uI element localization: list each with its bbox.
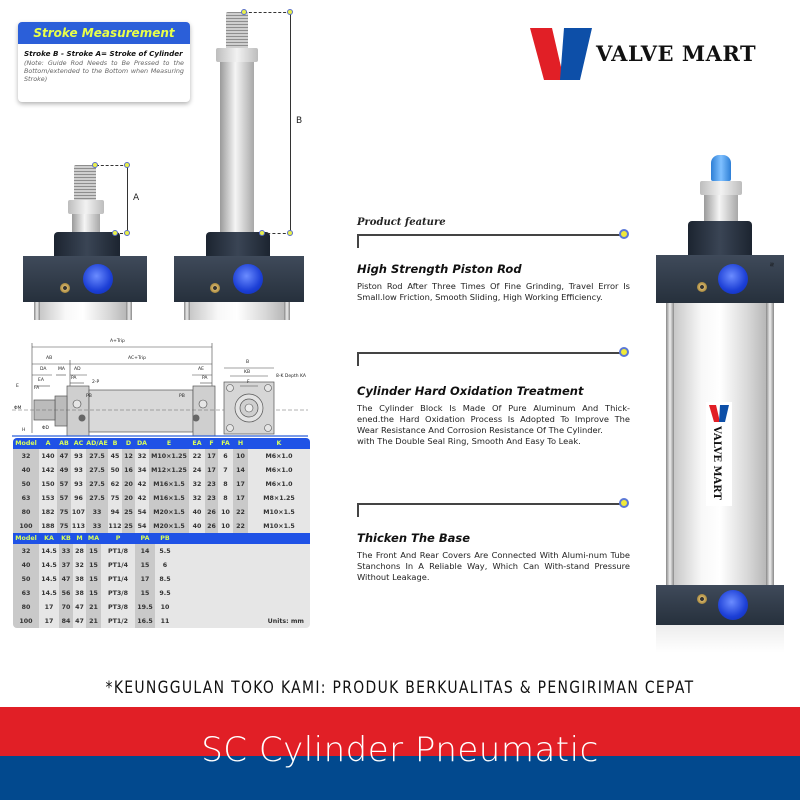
column-header: Model: [13, 438, 39, 449]
dimension-line: [290, 12, 291, 233]
table-cell-empty: [175, 544, 310, 558]
store-tagline: *KEUNGGULAN TOKO KAMI: PRODUK BERKUALITAS & PENGIRIMAN CEPAT: [105, 678, 695, 698]
stanchion: [284, 302, 290, 320]
table-row: [13, 600, 310, 614]
dimension-point: [259, 230, 265, 236]
rod: [704, 195, 738, 221]
drawing-label-f: F: [247, 380, 250, 385]
table-cell: 42: [137, 494, 147, 502]
table-cell: 40: [13, 463, 39, 477]
feature-body-hard-oxidation: [357, 403, 630, 447]
table-cell: 84: [59, 614, 73, 628]
rod: [220, 62, 254, 232]
column-header: AB: [57, 438, 71, 449]
feature-node-icon: [619, 229, 629, 239]
technical-drawing-svg: [12, 338, 308, 438]
table-cell-empty: [175, 600, 310, 614]
drawing-label-a-trip: A+Trip: [110, 339, 125, 344]
table-row: [13, 449, 310, 463]
table-cell: 113: [71, 522, 86, 530]
table-cell: 6: [162, 561, 168, 569]
stanchion: [666, 303, 674, 585]
feature-node-icon: [619, 347, 629, 357]
product-reflection: [656, 625, 784, 653]
column-header: PA: [135, 533, 155, 544]
table-cell: 14: [135, 544, 155, 558]
table-cell: 32: [13, 449, 39, 463]
table-cell: 54: [137, 522, 147, 530]
dimension-line: [244, 12, 291, 13]
table-cell: 27.5: [86, 477, 108, 491]
cylinder-tube: [40, 302, 126, 320]
dimension-point: [124, 162, 130, 168]
table-cell: 27.5: [86, 449, 108, 463]
table-cell: M8×1.25: [263, 494, 295, 502]
drawing-label-k-depth: 8-K Depth KA: [276, 374, 306, 379]
product-label-text: VALVE MART: [711, 426, 722, 500]
table-row: [13, 491, 310, 505]
dimension-line: [127, 165, 128, 233]
table-cell: 8: [223, 494, 228, 502]
table-cell: 15: [86, 572, 101, 586]
table-cell: 32: [137, 452, 147, 460]
table-row: [13, 463, 310, 477]
rod: [72, 214, 100, 232]
feature-title-thicken-base: Thicken The Base: [357, 531, 471, 545]
table-cell: 188: [41, 522, 55, 530]
cylinder-cap: [54, 232, 120, 256]
drawing-label-phi-m: ΦM: [14, 406, 22, 411]
table-cell: 14.5: [41, 589, 57, 597]
table-cell: 150: [41, 480, 55, 488]
table-cell: 80: [13, 600, 39, 614]
table-cell: 57: [57, 491, 71, 505]
drawing-label-phi-d: ΦD: [42, 426, 50, 431]
drawing-label-ma: MA: [58, 367, 65, 372]
table-cell: 15: [135, 586, 155, 600]
table-header-row: [13, 438, 310, 449]
feature-body-text: The Cylinder Block Is Made Of Pure Aluminum And Thick-ened.the Hard Oxidation Process Is Adopted To Improve The Wear Resistance And Corrosion Resistance Of The Cylinder.: [357, 403, 630, 435]
drawing-label-h: H: [22, 428, 26, 433]
table-cell: 47: [75, 617, 84, 625]
drawing-label-2p: 2-P: [92, 380, 100, 385]
table-cell: 32: [192, 494, 202, 502]
product-label-sticker: [706, 402, 732, 506]
table-row: [13, 614, 310, 628]
table-cell: 38: [75, 575, 84, 583]
table-cell: 15: [86, 558, 101, 572]
table-cell: 22: [233, 505, 248, 519]
spec-table: [13, 438, 310, 628]
table-cell: M10×1.25: [149, 449, 189, 463]
drawing-label-b: B: [246, 360, 250, 365]
drawing-label-e: E: [16, 384, 19, 389]
table-cell: 47: [57, 449, 71, 463]
table-cell: 26: [205, 505, 218, 519]
table-cell: PT1/8: [108, 547, 128, 555]
table-cell: 100: [13, 519, 39, 533]
drawing-label-pb-left: PB: [86, 394, 92, 399]
table-cell: M20×1.5: [149, 519, 189, 533]
table-cell: 32: [13, 544, 39, 558]
table-cell-empty: [175, 558, 310, 572]
dimension-point: [92, 162, 98, 168]
table-cell: 22: [192, 452, 202, 460]
rod-cap-icon: [711, 155, 731, 181]
table-cell: M16×1.5: [149, 477, 189, 491]
drawing-label-kb: KB: [244, 370, 251, 375]
dimension-point: [112, 230, 118, 236]
table-cell: 10: [221, 522, 230, 530]
table-cell: PT3/8: [108, 589, 128, 597]
stroke-note: (Note: Guide Rod Needs to Be Pressed to the Bottom/extended to the Bottom when Measuring Stroke): [24, 59, 184, 83]
table-cell: 42: [137, 480, 147, 488]
table-cell: 32: [192, 480, 202, 488]
table-cell: M10×1.5: [263, 522, 295, 530]
column-header: KB: [59, 533, 73, 544]
screw-icon: [60, 283, 70, 293]
table-row: [13, 586, 310, 600]
table-cell: 50: [13, 572, 39, 586]
table-cell: PT1/4: [108, 561, 128, 569]
table-row: [13, 572, 310, 586]
column-header: H: [233, 438, 248, 449]
dimension-label-a: A: [133, 193, 140, 203]
table-cell: 21: [86, 614, 101, 628]
table-cell: 75: [57, 519, 71, 533]
valve-mart-v-logo-icon: [530, 28, 594, 80]
table-cell: 14.5: [41, 547, 57, 555]
spec-table-ports: [13, 533, 310, 628]
table-cell: 63: [13, 491, 39, 505]
valve-mart-v-logo-icon: [706, 402, 732, 424]
dimension-label-b: B: [296, 116, 303, 126]
table-cell: 8.5: [159, 575, 171, 583]
rod-thread: [226, 12, 248, 50]
table-cell: PT1/2: [108, 617, 128, 625]
table-cell: 34: [137, 466, 147, 474]
feature-body-thicken-base: The Front And Rear Covers Are Connected With Alumi-num Tube Stanchons In A Reliable Way, Which Can With-stand Pressure Without Leakage.: [357, 550, 630, 582]
air-port-icon: [233, 264, 263, 294]
table-cell: M6×1.0: [265, 480, 293, 488]
table-cell: PT1/4: [108, 575, 128, 583]
column-header: A: [39, 438, 57, 449]
column-header: PB: [155, 533, 175, 544]
table-cell: 16: [122, 463, 135, 477]
table-cell: 54: [137, 508, 147, 516]
drawing-label-pa-left: PA: [71, 376, 77, 381]
table-cell: 33: [86, 519, 108, 533]
table-cell-empty: [175, 572, 310, 586]
table-cell: 9.5: [159, 589, 171, 597]
product-feature-label: Product feature: [357, 217, 446, 228]
column-header-spacer: [175, 533, 310, 544]
column-header: D: [122, 438, 135, 449]
table-cell: 33: [86, 505, 108, 519]
table-cell: 8: [223, 480, 228, 488]
drawing-label-ab: AB: [46, 356, 53, 361]
screw-icon: [697, 594, 707, 604]
rod-nut: [700, 181, 742, 195]
table-row: [13, 544, 310, 558]
table-cell: 10: [160, 603, 170, 611]
table-cell: 37: [59, 558, 73, 572]
table-cell: 56: [59, 586, 73, 600]
table-cell: 17: [205, 449, 218, 463]
banner-title: SC Cylinder Pneumatic: [201, 730, 599, 770]
feature-connector-line: [357, 234, 623, 248]
table-cell: 38: [75, 589, 84, 597]
table-cell: 27.5: [86, 491, 108, 505]
table-cell: 62: [110, 480, 120, 488]
brand-name: VALVE MART: [596, 41, 757, 66]
table-cell: 17: [233, 477, 248, 491]
table-cell: 75: [57, 505, 71, 519]
screw-icon: [697, 282, 707, 292]
screw-icon: [210, 283, 220, 293]
cylinder-cap: [688, 221, 752, 255]
table-cell: 93: [74, 480, 83, 488]
table-cell: 40: [192, 522, 202, 530]
table-row: [13, 505, 310, 519]
table-cell: 25: [122, 519, 135, 533]
feature-body-piston-rod: Piston Rod After Three Times Of Fine Grinding, Travel Error Is Small.low Friction, Smooth Sliding, High Working Efficiency.: [357, 281, 630, 302]
table-cell: M10×1.5: [263, 508, 295, 516]
column-header: EA: [189, 438, 205, 449]
column-header: AC: [71, 438, 86, 449]
column-header: P: [101, 533, 135, 544]
rod-nut: [68, 200, 104, 214]
table-cell: 49: [57, 463, 71, 477]
technical-drawing: [12, 338, 308, 438]
drawing-label-ac-trip: AC+Trip: [128, 356, 146, 361]
table-cell: 15: [86, 544, 101, 558]
table-cell: M6×1.0: [265, 466, 293, 474]
table-cell: 153: [41, 494, 55, 502]
table-cell: 93: [74, 466, 83, 474]
table-cell: 40: [192, 508, 202, 516]
drawing-label-ae: AE: [198, 367, 204, 372]
stanchion: [126, 302, 132, 320]
air-port-icon: [718, 264, 748, 294]
drawing-label-ad: AD: [74, 367, 81, 372]
feature-connector-line: [357, 503, 623, 517]
air-port-icon: [83, 264, 113, 294]
table-cell: 47: [75, 603, 84, 611]
column-header: DA: [136, 440, 148, 447]
table-cell: 20: [122, 491, 135, 505]
drawing-label-pa-right: PA: [202, 376, 208, 381]
table-cell: 100: [13, 614, 39, 628]
table-cell: 27.5: [86, 463, 108, 477]
rod-nut: [216, 48, 258, 62]
spec-table-dimensions: [13, 438, 310, 533]
drawing-label-da: DA: [40, 367, 47, 372]
column-header: FA: [218, 438, 233, 449]
table-cell: 7: [223, 466, 228, 474]
table-cell: 23: [205, 477, 218, 491]
table-cell: 15: [86, 586, 101, 600]
column-header: E: [149, 438, 189, 449]
table-cell: 25: [122, 505, 135, 519]
table-cell: 17: [135, 572, 155, 586]
table-cell: 75: [110, 494, 120, 502]
dimension-point: [287, 230, 293, 236]
table-cell: 17: [44, 617, 54, 625]
table-cell: 140: [41, 452, 55, 460]
table-cell: 80: [13, 505, 39, 519]
feature-body-text-2: with The Double Seal Ring, Smooth And Easy To Leak.: [357, 436, 581, 446]
table-cell: 24: [192, 466, 202, 474]
table-cell: 23: [205, 491, 218, 505]
table-cell: PT3/8: [108, 603, 128, 611]
dimension-point: [241, 9, 247, 15]
table-cell: 33: [59, 544, 73, 558]
table-header-row: [13, 533, 310, 544]
drawing-label-fa: FA: [34, 386, 40, 391]
table-cell: 14.5: [41, 561, 57, 569]
table-cell: 107: [71, 508, 86, 516]
table-cell: 50: [13, 477, 39, 491]
table-cell: 11: [160, 617, 170, 625]
table-cell: 14.5: [41, 575, 57, 583]
drawing-label-pb-right: PB: [179, 394, 185, 399]
table-cell: 17: [205, 463, 218, 477]
table-cell: 10: [221, 508, 230, 516]
column-header: MA: [87, 535, 100, 542]
table-cell: 28: [75, 547, 84, 555]
table-cell: 45: [110, 452, 120, 460]
column-header: F: [205, 438, 218, 449]
table-cell: 20: [122, 477, 135, 491]
table-cell-empty: [175, 586, 310, 600]
table-cell: 26: [205, 519, 218, 533]
dimension-point: [124, 230, 130, 236]
table-cell: 17: [44, 603, 54, 611]
table-cell: 21: [86, 600, 101, 614]
table-cell: M12×1.25: [149, 463, 189, 477]
cover-marking: ≋: [768, 262, 775, 268]
table-cell: 96: [74, 494, 83, 502]
column-header: B: [108, 438, 122, 449]
table-cell: 63: [13, 586, 39, 600]
stanchion: [766, 303, 774, 585]
table-cell: M6×1.0: [265, 452, 293, 460]
table-cell: M16×1.5: [149, 491, 189, 505]
stroke-card-title: Stroke Measurement: [18, 22, 190, 44]
table-cell: 32: [75, 561, 84, 569]
rod-thread: [74, 165, 96, 201]
table-cell: 40: [13, 558, 39, 572]
column-header: AD/AE: [86, 440, 108, 447]
table-cell: 17: [233, 491, 248, 505]
feature-connector-line: [357, 352, 623, 366]
table-cell: M20×1.5: [149, 505, 189, 519]
table-cell: 57: [57, 477, 71, 491]
table-cell: 94: [110, 508, 120, 516]
table-cell: 22: [233, 519, 248, 533]
table-row: [13, 519, 310, 533]
feature-title-piston-rod: High Strength Piston Rod: [357, 262, 522, 276]
table-cell: 12: [122, 449, 135, 463]
table-cell: 47: [59, 572, 73, 586]
table-cell: 19.5: [135, 600, 155, 614]
feature-title-hard-oxidation: Cylinder Hard Oxidation Treatment: [357, 384, 584, 398]
dimension-point: [287, 9, 293, 15]
table-cell: 6: [223, 452, 228, 460]
brand-logo-mark: [530, 28, 594, 84]
drawing-label-ea: EA: [38, 378, 44, 383]
column-header: KA: [39, 533, 59, 544]
table-row: [13, 558, 310, 572]
cylinder-tube: [190, 302, 284, 320]
table-cell: 15: [135, 558, 155, 572]
stroke-formula: Stroke B - Stroke A= Stroke of Cylinder: [24, 49, 183, 58]
units-label: Units: mm: [267, 617, 304, 625]
stroke-measurement-card: [18, 22, 190, 102]
table-row: [13, 477, 310, 491]
column-header: K: [248, 438, 310, 449]
table-cell: 50: [110, 466, 120, 474]
table-cell: 142: [41, 466, 55, 474]
feature-node-icon: [619, 498, 629, 508]
table-cell: 93: [74, 452, 83, 460]
table-cell: 14: [233, 463, 248, 477]
table-cell: 16.5: [135, 614, 155, 628]
table-cell: 5.5: [159, 547, 171, 555]
table-cell: 70: [59, 600, 73, 614]
table-cell: 10: [233, 449, 248, 463]
air-port-icon: [718, 590, 748, 620]
table-cell: 182: [41, 508, 55, 516]
table-cell: 112: [108, 522, 122, 530]
column-header: Model: [13, 533, 39, 544]
column-header: M: [73, 533, 86, 544]
